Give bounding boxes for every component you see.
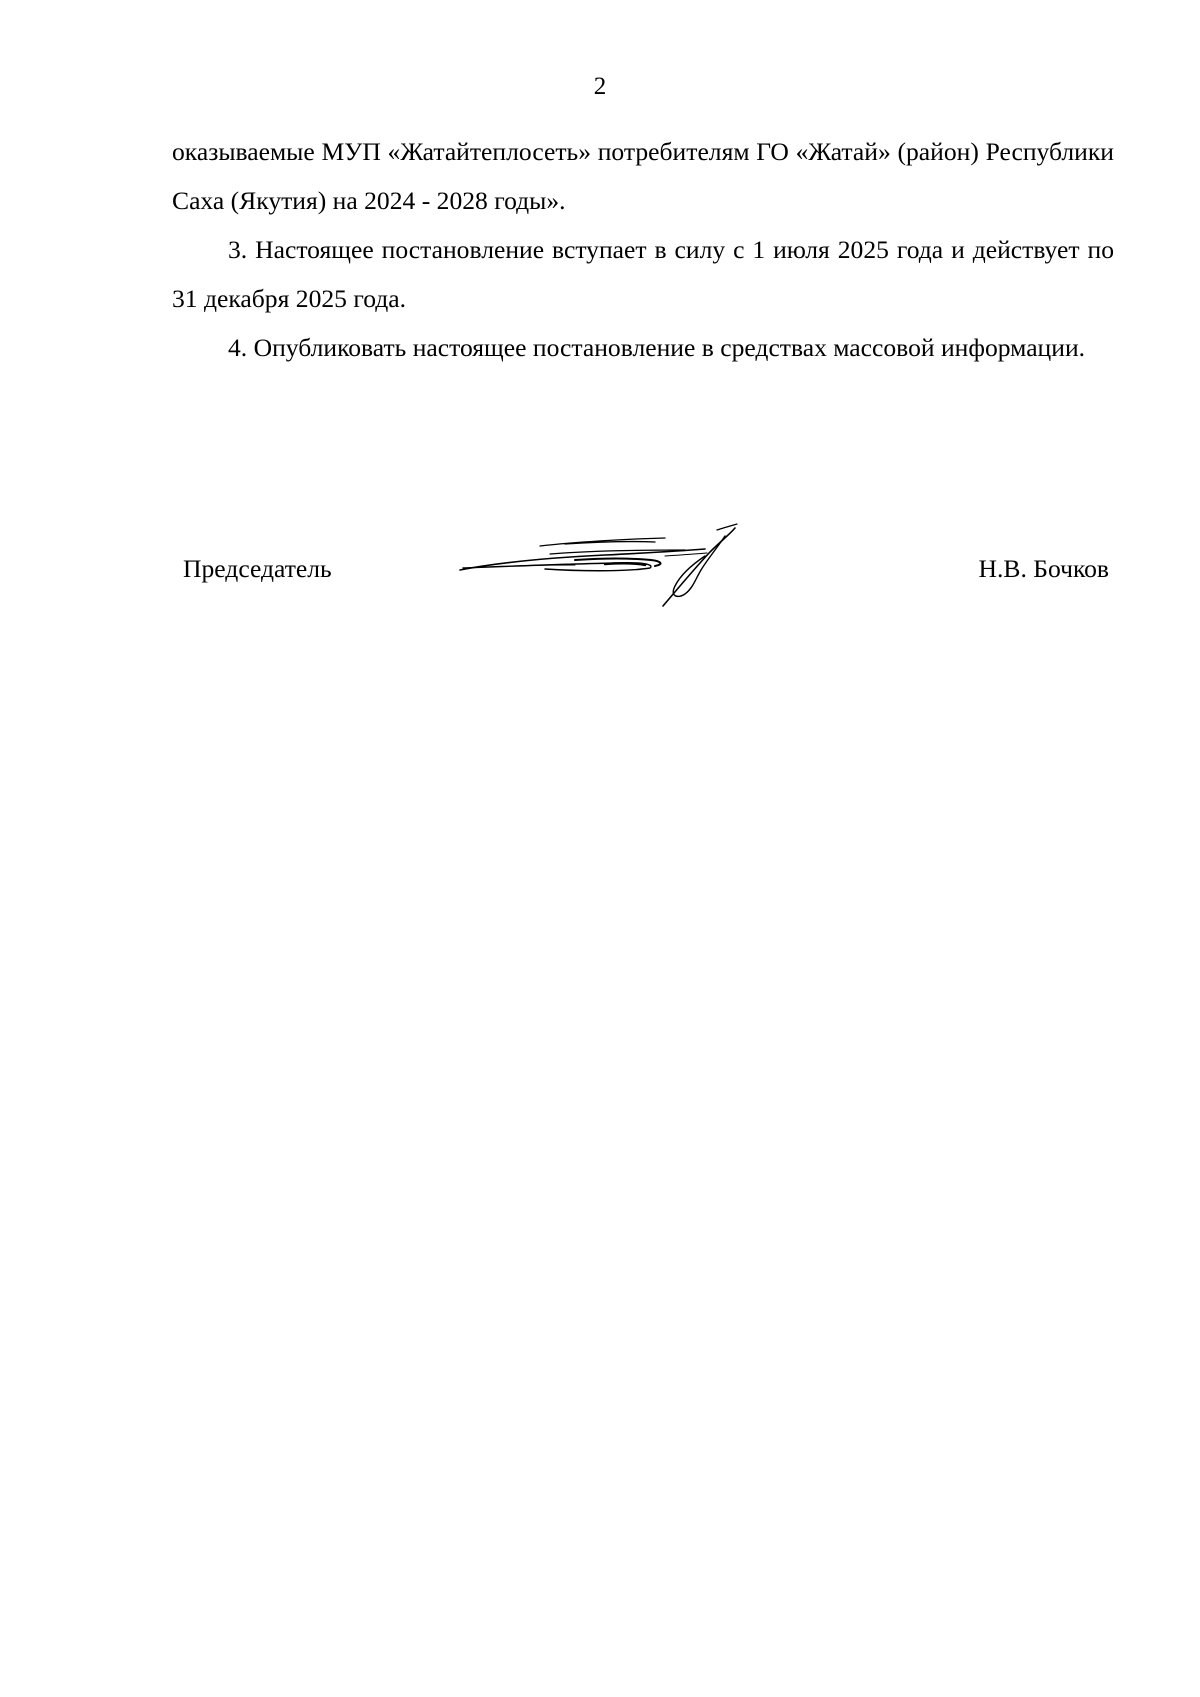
paragraph-continuation: оказываемые МУП «Жатайтеплосеть» потребителям ГО «Жатай» (район) Республики Саха (Якутия) на 2024 - 2028 годы». [172,137,1114,215]
signatory-title: Председатель [183,554,332,583]
signature-block [0,500,1200,620]
page-number: 2 [593,73,607,100]
document-body [172,127,1114,372]
paragraph-item-3: 3. Настоящее постановление вступает в силу с 1 июля 2025 года и действует по 31 декабря 2025 года. [172,235,1114,313]
signatory-name: Н.В. Бочков [978,554,1109,583]
paragraph-item-4: 4. Опубликовать настоящее постановление в средствах массовой информации. [228,333,1086,362]
handwritten-signature [455,508,765,608]
